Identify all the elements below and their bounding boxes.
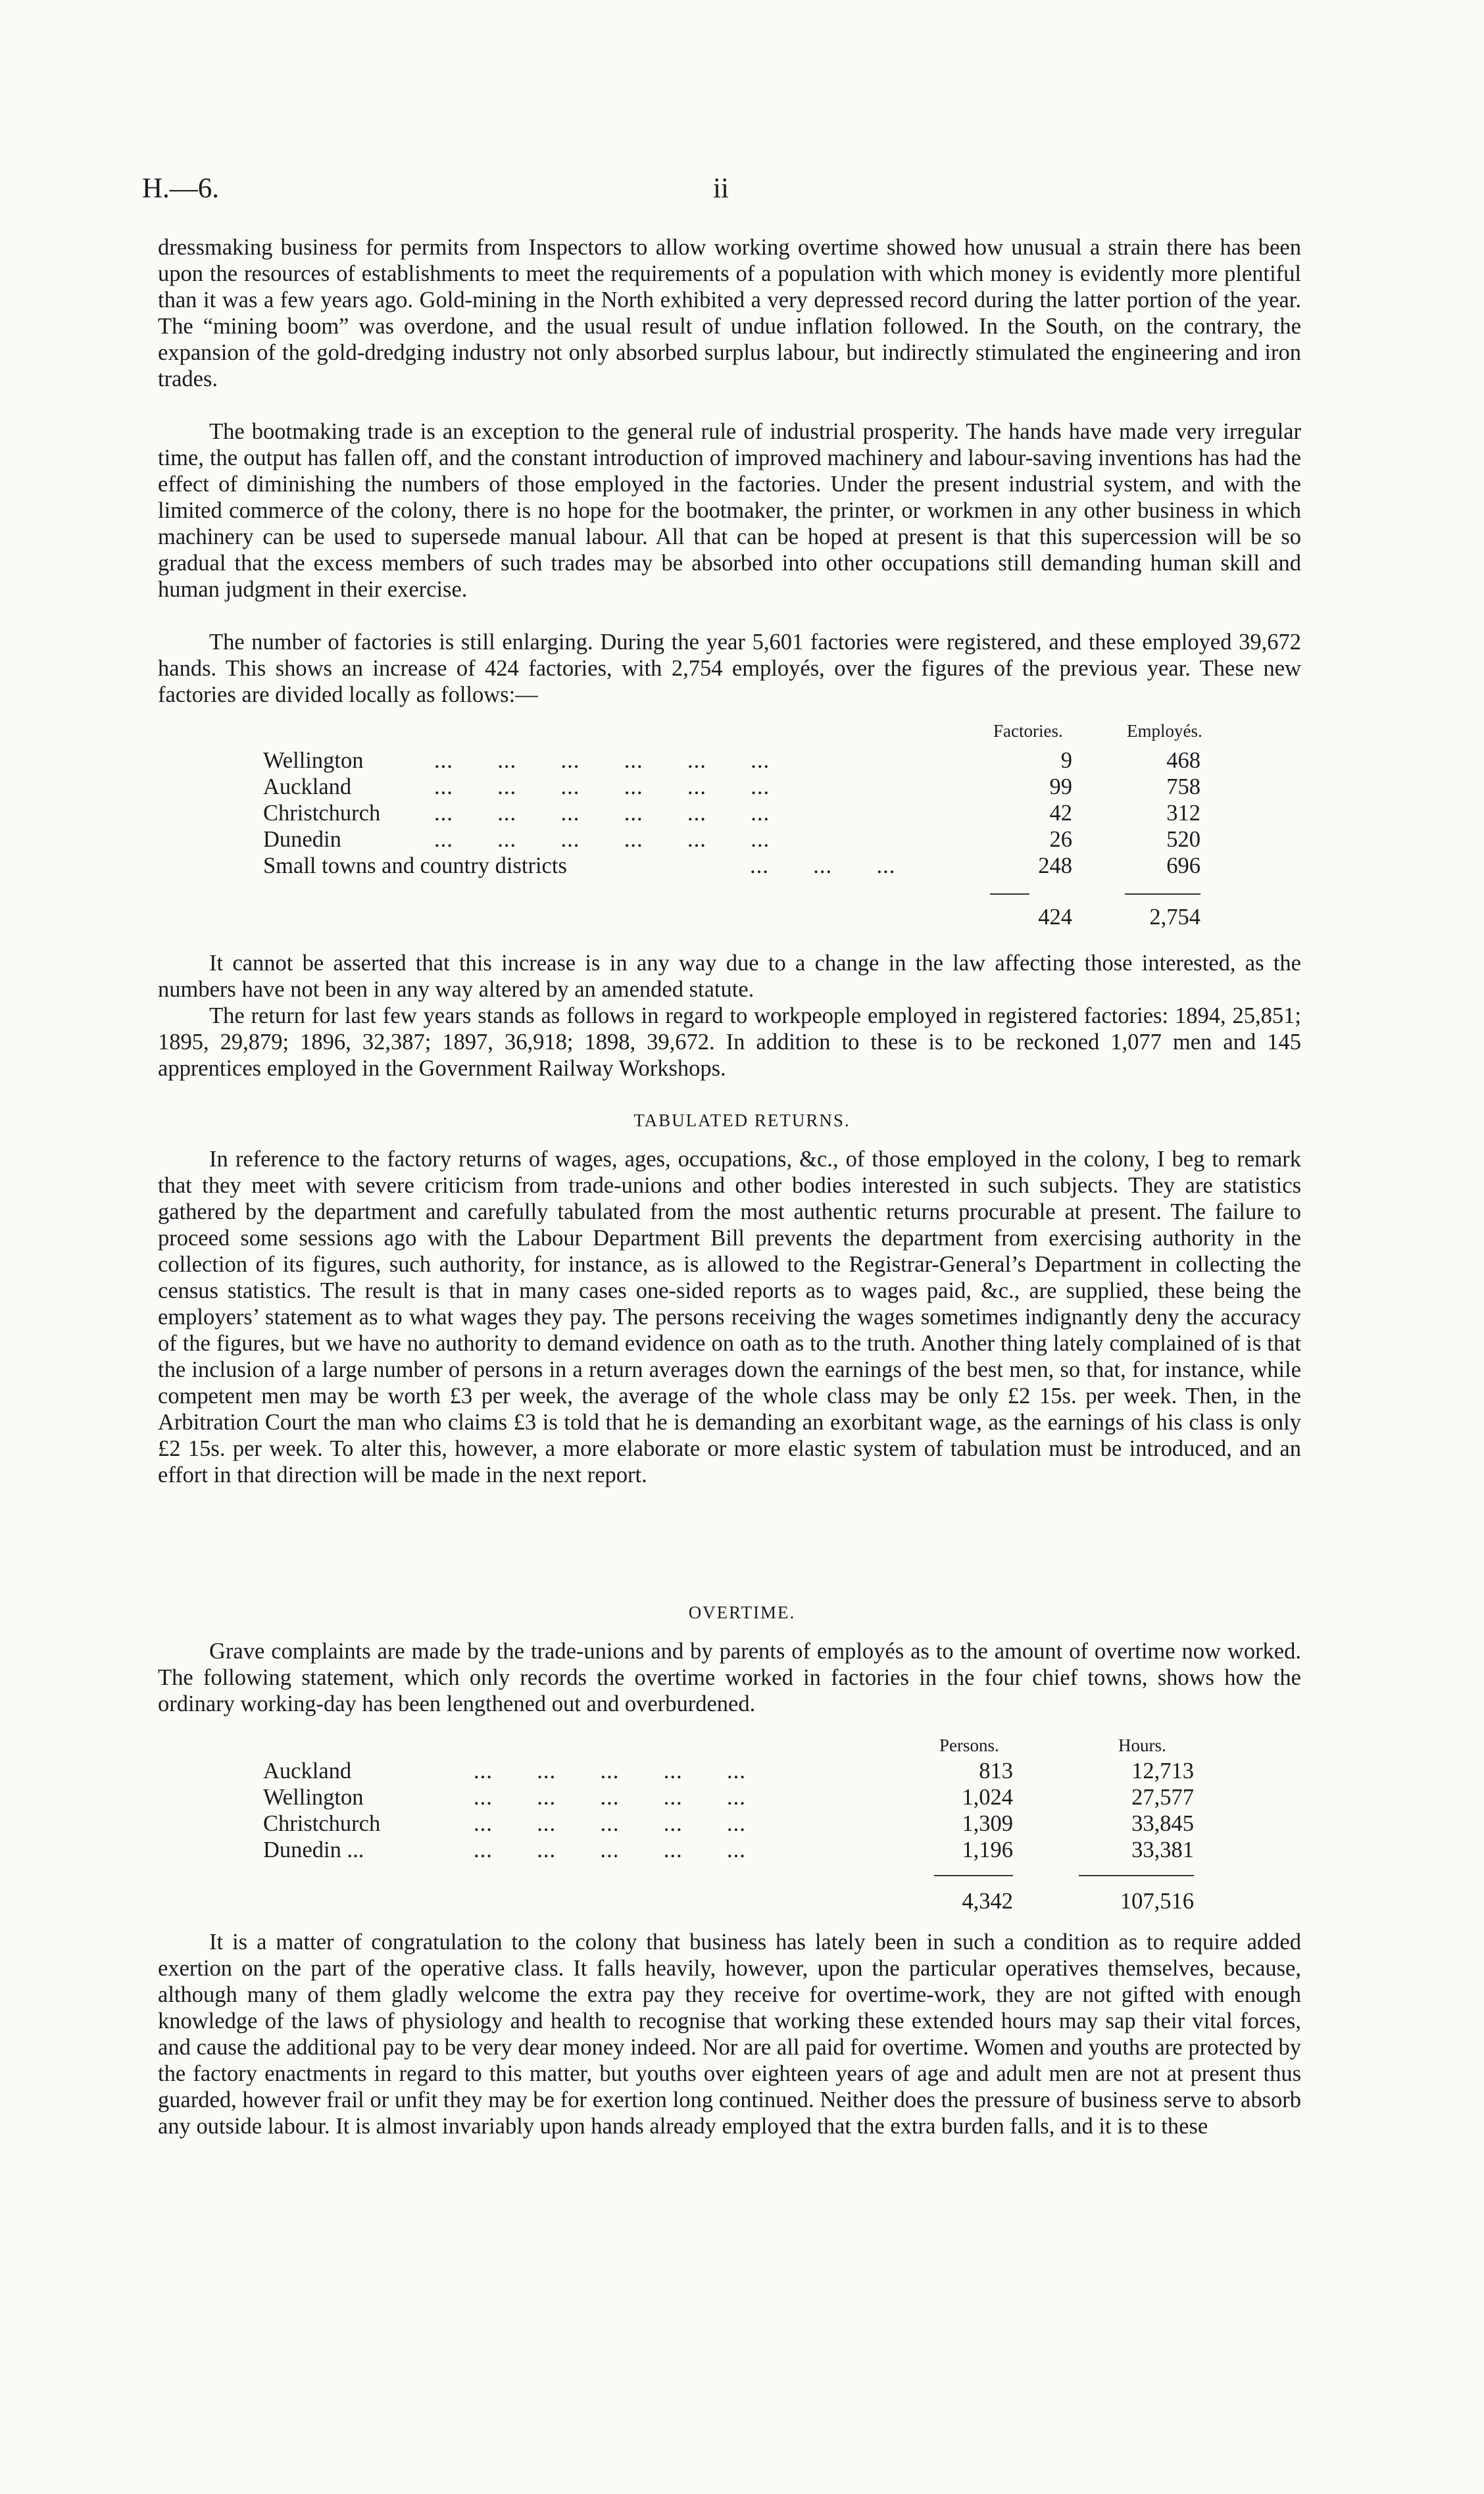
leader-dots: ... ... ... ... ... ... — [434, 801, 770, 826]
table-row — [0, 747, 1484, 774]
leader-dots: ... ... ... ... ... ... — [434, 774, 770, 799]
factories-value: 9 — [1060, 748, 1072, 773]
total-row — [0, 1888, 1484, 1914]
employes-value: 758 — [1166, 774, 1200, 799]
row-name: Auckland — [263, 774, 352, 799]
hours-value: 33,845 — [1131, 1811, 1194, 1836]
table-row — [0, 1810, 1484, 1837]
total-rule — [990, 893, 1029, 895]
table-row — [0, 826, 1484, 853]
paragraph-bootmaking: The bootmaking trade is an exception to the general rule of industrial prosperity. The hands have made very irregular time, the output has fallen off, and the constant introduction of improved machinery and labour-saving inventions has had the effect of diminishing the numbers of those employed in the factories. Under the present industrial system, and with the limited commerce of the colony, there is no hope for the bootmaker, the printer, or workmen in any other business in which machinery can be used to supersede manual labour. All that can be hoped at present is that this supercession will be so gradual that the excess members of such trades may be absorbed into other occupations still demanding human skill and human judgment in their exercise. — [158, 419, 1301, 602]
col-factories-header: Factories. — [993, 721, 1063, 741]
col-employes-header: Employés. — [1127, 721, 1202, 741]
table-row — [0, 853, 1484, 879]
hours-value: 12,713 — [1131, 1758, 1194, 1783]
total-rule — [934, 1875, 1013, 1876]
hours-value: 33,381 — [1131, 1837, 1194, 1862]
persons-value: 1,309 — [962, 1811, 1013, 1836]
paragraph-factories-count: The number of factories is still enlarging. During the year 5,601 factories were registered, and these employed 39,672 hands. This shows an increase of 424 factories, with 2,754 employés, over the figures of the previous year. These new factories are divided locally as follows:— — [158, 630, 1301, 707]
table-row — [0, 1784, 1484, 1810]
col-hours-header: Hours. — [1118, 1735, 1166, 1755]
row-name: Christchurch — [263, 1811, 381, 1836]
paragraph-dressmaking: dressmaking business for permits from Inspectors to allow working overtime showed how unusual a strain there has been upon the resources of establishments to meet the requirements of a population with which money is evidently more plentiful than it was a few years ago. Gold-mining in the North exhibited a very depressed record during the latter portion of the year. The “mining boom” was overdone, and the usual result of undue inflation followed. In the South, on the contrary, the expansion of the gold-dredging industry not only absorbed surplus labour, but indirectly stimulated the engineering and iron trades. — [158, 235, 1301, 391]
paragraph-return-years: The return for last few years stands as follows in regard to workpeople employed in registered factories: 1894, 25,851; 1895, 29,879; 1896, 32,387; 1897, 36,918; 1898, 39,672. In addition to these is to be reckoned 1,077 men and 145 apprentices employed in the Government Railway Workshops. — [158, 1003, 1301, 1081]
factories-value: 99 — [1049, 774, 1072, 799]
persons-value: 813 — [979, 1758, 1013, 1783]
row-name: Small towns and country districts — [263, 853, 567, 878]
leader-dots: ... ... ... ... ... — [474, 1811, 746, 1836]
leader-dots: ... ... ... ... ... — [474, 1837, 746, 1862]
leader-dots: ... ... ... ... ... ... — [434, 827, 770, 852]
paragraph-law-not-altered: It cannot be asserted that this increase is in any way due to a change in the law affecting those interested, as the numbers have not been in any way altered by an amended statute. — [158, 951, 1301, 1002]
persons-total: 4,342 — [962, 1889, 1013, 1914]
page-reference: H.—6. — [142, 173, 220, 204]
factories-value: 26 — [1049, 827, 1072, 852]
leader-dots: ... ... ... ... ... — [474, 1785, 746, 1810]
heading-tabulated-returns: TABULATED RETURNS. — [633, 1110, 851, 1130]
table-row — [0, 1837, 1484, 1863]
row-name: Wellington — [263, 1785, 364, 1810]
employes-value: 520 — [1166, 827, 1200, 852]
row-name: Christchurch — [263, 801, 381, 826]
leader-dots: ... ... ... ... ... ... — [434, 748, 770, 773]
leader-dots: ... ... ... — [750, 853, 896, 878]
employes-value: 696 — [1166, 853, 1200, 878]
factories-value: 42 — [1049, 801, 1072, 826]
factories-value: 248 — [1038, 853, 1072, 878]
total-rule — [1079, 1875, 1194, 1876]
heading-overtime: OVERTIME. — [688, 1603, 796, 1622]
hours-total: 107,516 — [1120, 1889, 1194, 1914]
hours-value: 27,577 — [1131, 1785, 1194, 1810]
table-row — [0, 774, 1484, 800]
row-name: Dunedin — [263, 827, 341, 852]
paragraph-congratulation: It is a matter of congratulation to the colony that business has lately been in such a condition as to require added exertion on the part of the operative class. It falls heavily, however, upon the particular operatives themselves, because, although many of them gladly welcome the extra pay they receive for overtime-work, they are not gifted with enough knowledge of the laws of physiology and health to recognise that working these extended hours may sap their vital forces, and cause the additional pay to be very dear money indeed. Nor are all paid for overtime. Women and youths are protected by the factory enactments in regard to this matter, but youths over eighteen years of age and adult men are not at present thus guarded, however frail or unfit they may be for exertion long continued. Neither does the pressure of business serve to absorb any outside labour. It is almost invariably upon hands already employed that the extra burden falls, and it is to these — [158, 1930, 1301, 2139]
row-name: Auckland — [263, 1758, 352, 1783]
col-persons-header: Persons. — [939, 1735, 999, 1755]
table-row — [0, 800, 1484, 826]
employes-value: 468 — [1166, 748, 1200, 773]
row-name: Wellington — [263, 748, 364, 773]
table-row — [0, 1758, 1484, 1784]
employes-total: 2,754 — [1149, 905, 1200, 930]
total-rule — [1125, 893, 1200, 895]
page-number: ii — [713, 173, 729, 204]
paragraph-overtime-intro: Grave complaints are made by the trade-unions and by parents of employés as to the amount of overtime now worked. The following statement, which only records the overtime worked in factories in the four chief towns, shows how the ordinary working-day has been lengthened out and overburdened. — [158, 1639, 1301, 1716]
total-row — [0, 904, 1484, 930]
paragraph-tabulated-returns: In reference to the factory returns of wages, ages, occupations, &c., of those employed in the colony, I beg to remark that they meet with severe criticism from trade-unions and other bodies interested in such subjects. They are statistics gathered by the department and carefully tabulated from the most authentic returns procurable at present. The failure to proceed some sessions ago with the Labour Department Bill prevents the department from exercising authority in the collection of its figures, such authority, for instance, as is allowed to the Registrar-General’s Department in collecting the census statistics. The result is that in many cases one-sided reports as to wages paid, &c., are supplied, these being the employers’ statement as to what wages they pay. The persons receiving the wages sometimes indignantly deny the accuracy of the figures, but we have no authority to demand evidence on oath as to the truth. Another thing lately complained of is that the inclusion of a large number of persons in a return averages down the earnings of the best men, so that, for instance, while competent men may be worth £3 per week, the average of the whole class may be only £2 15s. per week. Then, in the Arbitration Court the man who claims £3 is told that he is demanding an exorbitant wage, as the earnings of his class is only £2 15s. per week. To alter this, however, a more elaborate or more elastic system of tabulation must be introduced, and an effort in that direction will be made in the next report. — [158, 1147, 1301, 1487]
employes-value: 312 — [1166, 801, 1200, 826]
persons-value: 1,196 — [962, 1837, 1013, 1862]
factories-total: 424 — [1038, 905, 1072, 930]
persons-value: 1,024 — [962, 1785, 1013, 1810]
row-name: Dunedin ... — [263, 1837, 364, 1862]
leader-dots: ... ... ... ... ... — [474, 1758, 746, 1783]
